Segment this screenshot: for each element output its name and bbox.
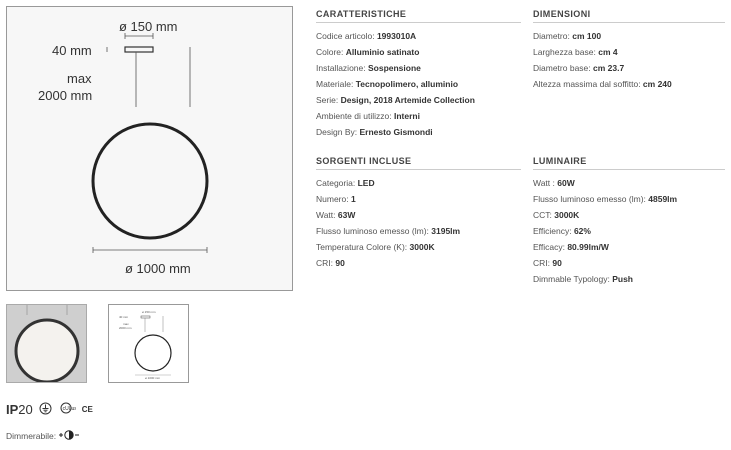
spec-row (316, 255, 521, 271)
spec-label: Flusso luminoso emesso (lm): (533, 194, 649, 204)
spec-value: LED (357, 178, 375, 188)
spec-row (533, 223, 725, 239)
dimmerabile-label: Dimmerabile: (6, 431, 57, 441)
spec-row (533, 255, 725, 271)
spec-value: Ernesto Gismondi (359, 127, 433, 137)
spec-label: Flusso luminoso emesso (lm): (316, 226, 432, 236)
diameter-label: ø 1000 mm (125, 261, 191, 276)
spec-row (316, 44, 521, 60)
spec-row (533, 191, 725, 207)
spec-value: cm 240 (642, 79, 672, 89)
caratteristiche-heading: CARATTERISTICHE (316, 9, 521, 23)
spec-value: Design, 2018 Artemide Collection (340, 95, 475, 105)
ce-mark-icon: CE (81, 404, 93, 414)
spec-value: cm 100 (572, 31, 602, 41)
product-photo-image (7, 305, 86, 382)
dimmerabile-row (6, 430, 79, 442)
spec-label: CRI: (316, 258, 336, 268)
product-photo-thumbnail[interactable] (6, 304, 87, 383)
spec-label: Serie: (316, 95, 341, 105)
spec-value: 1993010A (376, 31, 417, 41)
spec-row (533, 60, 725, 76)
spec-row (316, 175, 521, 191)
thumb-max-height-label: 2000 mm (119, 326, 132, 330)
spec-label: Temperatura Colore (K): (316, 242, 410, 252)
spec-row (533, 207, 725, 223)
spec-label: Colore: (316, 47, 346, 57)
spec-label: Dimmable Typology: (533, 274, 613, 284)
thumb-canopy-height-label: 40 mm (119, 315, 129, 319)
spec-label: Installazione: (316, 63, 368, 73)
spec-value: Interni (393, 111, 420, 121)
spec-row (316, 223, 521, 239)
spec-label: Categoria: (316, 178, 358, 188)
certifications-row (6, 399, 93, 419)
canopy-height-label: 40 mm (52, 43, 92, 58)
spec-value: 62% (573, 226, 591, 236)
spec-row (533, 175, 725, 191)
luminaire-heading: LUMINAIRE (533, 156, 725, 170)
technical-drawing (6, 6, 293, 291)
spec-label: Larghezza base: (533, 47, 599, 57)
max-label: max (67, 71, 92, 86)
spec-label: Watt: (316, 210, 338, 220)
thumb-max-label: max (123, 322, 129, 326)
spec-label: Ambiente di utilizzo: (316, 111, 394, 121)
spec-value: 60W (557, 178, 575, 188)
spec-value: 4859lm (648, 194, 678, 204)
spec-label: CCT: (533, 210, 555, 220)
spec-value: Sospensione (367, 63, 421, 73)
spec-value: 90 (552, 258, 562, 268)
spec-label: Numero: (316, 194, 351, 204)
caratteristiche-section (316, 9, 521, 140)
spec-row (533, 28, 725, 44)
spec-value: 3195lm (431, 226, 461, 236)
spec-row (316, 60, 521, 76)
spec-row (316, 239, 521, 255)
spec-row (316, 108, 521, 124)
spec-value: Alluminio satinato (345, 47, 420, 57)
spec-label: Design By: (316, 127, 360, 137)
spec-label: Altezza massima dal soffitto: (533, 79, 643, 89)
spec-value: 1 (350, 194, 356, 204)
spec-label: Efficiency: (533, 226, 574, 236)
spec-row (533, 271, 725, 287)
top-width-label: ø 150 mm (119, 19, 178, 34)
spec-row (316, 207, 521, 223)
ground-icon (39, 402, 52, 417)
spec-label: Watt : (533, 178, 558, 188)
spec-value: 3000K (409, 242, 435, 252)
sorgenti-section (316, 156, 521, 271)
spec-label: CRI: (533, 258, 553, 268)
spec-label: Diametro: (533, 31, 573, 41)
ip-prefix: IP (6, 401, 19, 417)
spec-value: 3000K (554, 210, 580, 220)
spec-value: cm 23.7 (593, 63, 625, 73)
dimensioni-heading: DIMENSIONI (533, 9, 725, 23)
ul-text: cULus (62, 406, 76, 412)
spec-value: 80.99lm/W (567, 242, 609, 252)
sorgenti-heading: SORGENTI INCLUSE (316, 156, 521, 170)
thumb-top-width-label: ø 150 mm (142, 310, 156, 314)
max-height-label: 2000 mm (38, 88, 93, 103)
spec-label: Materiale: (316, 79, 356, 89)
spec-row (533, 76, 725, 92)
spec-value: 90 (335, 258, 345, 268)
spec-row (533, 44, 725, 60)
spec-label: Codice articolo: (316, 31, 377, 41)
drawing-lines (7, 7, 294, 292)
ip-rating (6, 402, 33, 417)
spec-row (316, 92, 521, 108)
spec-value: 63W (337, 210, 356, 220)
spec-row (533, 239, 725, 255)
spec-row (316, 28, 521, 44)
spec-value: cm 4 (598, 47, 618, 57)
thumb-diameter-label: ø 1000 mm (145, 376, 161, 380)
dimmer-icon (59, 430, 79, 442)
spec-row (316, 191, 521, 207)
spec-value: Tecnopolimero, alluminio (355, 79, 459, 89)
dimensioni-section (533, 9, 725, 92)
spec-label: Diametro base: (533, 63, 593, 73)
spec-value: Push (612, 274, 633, 284)
ip-number: 20 (18, 401, 33, 417)
spec-label: Efficacy: (533, 242, 568, 252)
drawing-thumbnail[interactable] (108, 304, 189, 383)
luminaire-section (533, 156, 725, 287)
ul-listed-icon (58, 402, 76, 416)
spec-row (316, 76, 521, 92)
spec-row (316, 124, 521, 140)
